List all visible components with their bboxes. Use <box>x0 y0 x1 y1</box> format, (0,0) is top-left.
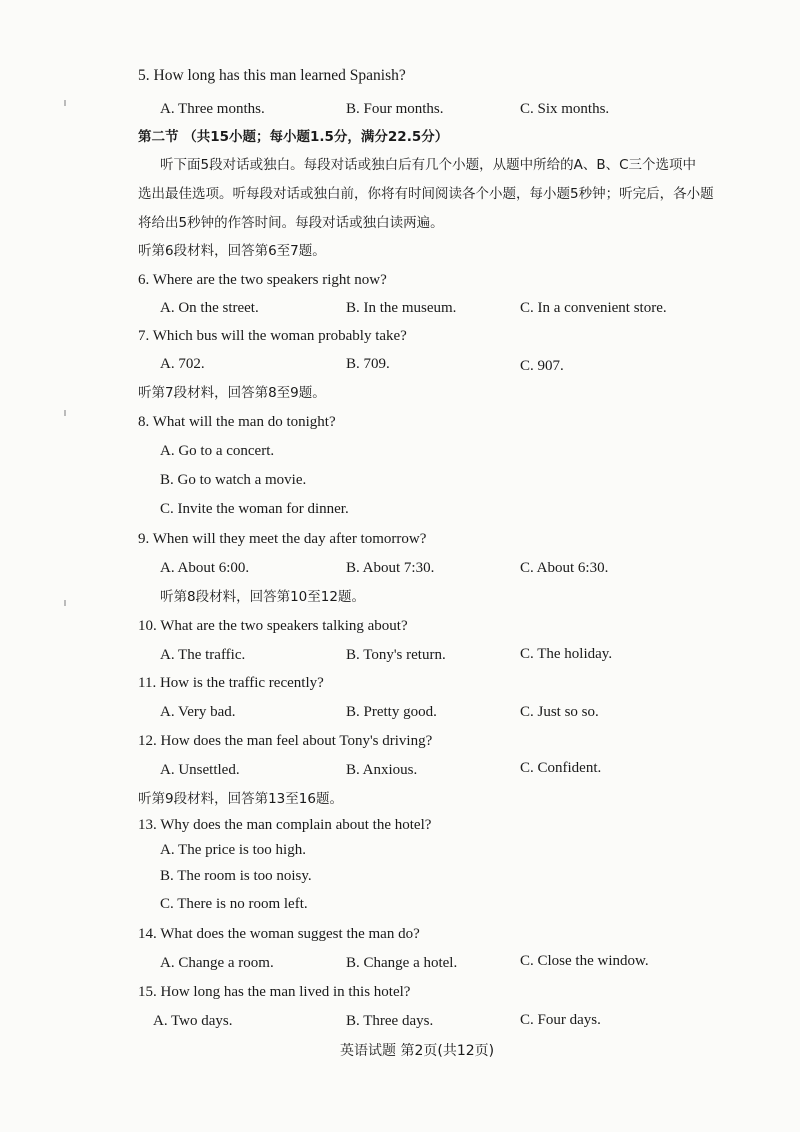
q5-option-a: A. Three months. <box>160 101 265 117</box>
q13-option-a: A. The price is too high. <box>160 842 306 858</box>
question-5: 5. How long has this man learned Spanish? <box>138 67 406 84</box>
question-7: 7. Which bus will the woman probably take? <box>138 328 407 344</box>
q10-option-c: C. The holiday. <box>520 646 613 662</box>
question-6: 6. Where are the two speakers right now? <box>138 272 387 288</box>
q11-option-b: B. Pretty good. <box>346 704 437 720</box>
q6-option-b: B. In the museum. <box>346 300 457 316</box>
q14-option-b: B. Change a hotel. <box>346 955 458 971</box>
question-12: 12. How does the man feel about Tony's driving? <box>138 733 433 749</box>
q12-option-a: A. Unsettled. <box>160 762 240 778</box>
q12-option-c: C. Confident. <box>520 760 602 776</box>
q8-option-c: C. Invite the woman for dinner. <box>160 501 349 517</box>
q10-option-b: B. Tony's return. <box>346 647 446 663</box>
question-14: 14. What does the woman suggest the man do? <box>138 926 420 942</box>
section-2-title: 第二节 （共15小题；每小题1.5分，满分22.5分） <box>138 129 449 145</box>
q7-option-a: A. 702. <box>160 356 205 372</box>
question-11: 11. How is the traffic recently? <box>138 675 324 691</box>
q10-option-a: A. The traffic. <box>160 647 246 663</box>
q5-option-c: C. Six months. <box>520 101 610 117</box>
question-9: 9. When will they meet the day after tomorrow? <box>138 531 427 547</box>
q5-option-b: B. Four months. <box>346 101 444 117</box>
q11-option-c: C. Just so so. <box>520 704 599 720</box>
q7-option-c: C. 907. <box>520 358 564 374</box>
material-7-header: 听第7段材料，回答第8至9题。 <box>138 385 326 401</box>
q15-option-b: B. Three days. <box>346 1013 434 1029</box>
q15-option-c: C. Four days. <box>520 1012 601 1028</box>
q14-option-c: C. Close the window. <box>520 953 649 969</box>
question-13: 13. Why does the man complain about the hotel? <box>138 817 432 833</box>
q7-option-b: B. 709. <box>346 356 390 372</box>
question-10: 10. What are the two speakers talking about? <box>138 618 408 634</box>
section-2-instructions-line-2: 选出最佳选项。听每段对话或独白前，你将有时间阅读各个小题，每小题5秒钟；听完后，各小题 <box>138 186 714 202</box>
q14-option-a: A. Change a room. <box>160 955 274 971</box>
q15-option-a: A. Two days. <box>153 1013 233 1029</box>
q9-option-c: C. About 6:30. <box>520 560 609 576</box>
section-2-instructions-line-1: 听下面5段对话或独白。每段对话或独白后有几个小题，从题中所给的A、B、C三个选项中 <box>160 157 697 173</box>
binding-mark <box>64 100 66 106</box>
q13-option-c: C. There is no room left. <box>160 896 308 912</box>
q9-option-b: B. About 7:30. <box>346 560 435 576</box>
q13-option-b: B. The room is too noisy. <box>160 868 312 884</box>
material-9-header: 听第9段材料，回答第13至16题。 <box>138 791 343 807</box>
q8-option-a: A. Go to a concert. <box>160 443 275 459</box>
question-8: 8. What will the man do tonight? <box>138 414 336 430</box>
q8-option-b: B. Go to watch a movie. <box>160 472 307 488</box>
binding-mark <box>64 600 66 606</box>
q9-option-a: A. About 6:00. <box>160 560 250 576</box>
q6-option-a: A. On the street. <box>160 300 259 316</box>
material-6-header: 听第6段材料，回答第6至7题。 <box>138 243 326 259</box>
question-15: 15. How long has the man lived in this hotel? <box>138 984 411 1000</box>
binding-mark <box>64 410 66 416</box>
page-footer: 英语试题 第2页(共12页) <box>340 1043 495 1059</box>
q6-option-c: C. In a convenient store. <box>520 300 667 316</box>
material-8-header: 听第8段材料，回答第10至12题。 <box>160 589 365 605</box>
section-2-instructions-line-3: 将给出5秒钟的作答时间。每段对话或独白读两遍。 <box>138 215 444 231</box>
q11-option-a: A. Very bad. <box>160 704 236 720</box>
q12-option-b: B. Anxious. <box>346 762 418 778</box>
